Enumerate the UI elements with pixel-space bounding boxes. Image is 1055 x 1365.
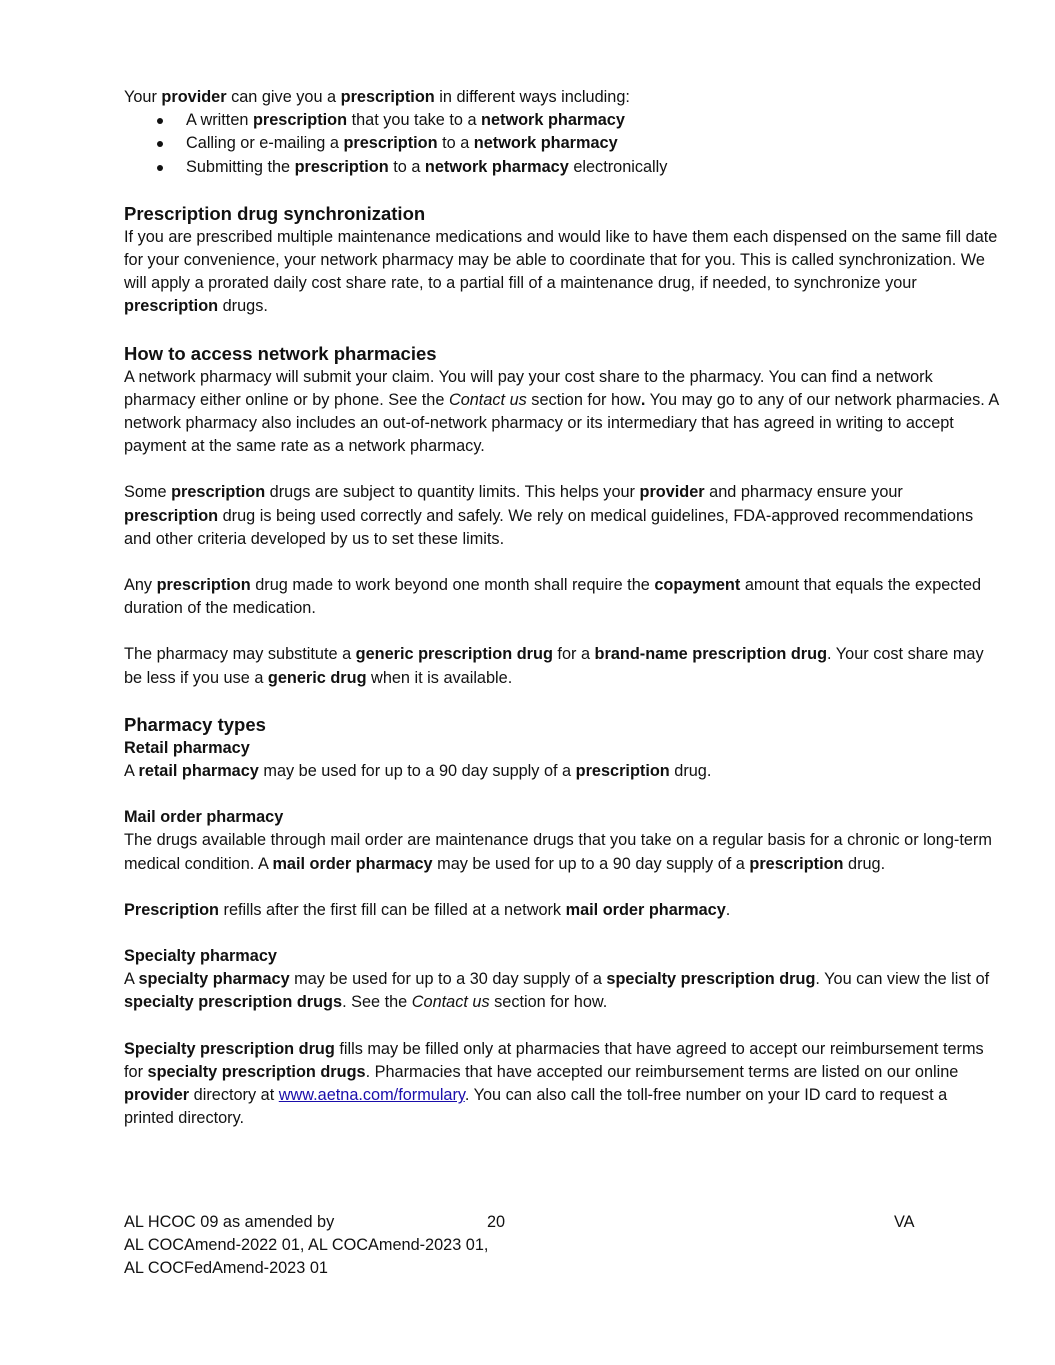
access-paragraph-4: The pharmacy may substitute a generic prescription drug for a brand-name prescription drug. Your cost share may be less if you use a generic drug when it is available. (124, 645, 984, 687)
specialty-paragraph-2: Specialty prescription drug fills may be filled only at pharmacies that have agreed to accept our reimbursement terms for specialty prescription drugs. Pharmacies that have accepted our reimbursement terms are listed on our online provider directory at www.aetna.com/formulary. You can also call the toll-free number on your ID card to request a printed directory. (124, 1039, 984, 1128)
formulary-link[interactable]: www.aetna.com/formulary (278, 1086, 465, 1105)
mail-order-paragraph-2: Prescription refills after the first fill can be filled at a network mail order pharmacy. (124, 900, 731, 919)
access-paragraph-2: Some prescription drugs are subject to quantity limits. This helps your provider and pharmacy ensure your prescription drug is being used correctly and safely. We rely on medical guidelines, FDA-approved recommendations and other criteria developed by us to set these limits. (124, 483, 974, 548)
page-number: 20 (487, 1213, 506, 1231)
specialty-heading: Specialty pharmacy (124, 947, 277, 966)
document-body (124, 86, 999, 1131)
footer-doc-id: AL HCOC 09 as amended by (124, 1213, 335, 1231)
pharmacy-types-heading: Pharmacy types (124, 713, 266, 735)
access-paragraph-3: Any prescription drug made to work beyond one month shall require the copayment amount that equals the expected duration of the medication. (124, 576, 982, 618)
page-footer (124, 1211, 1024, 1281)
mail-order-paragraph-1: The drugs available through mail order are maintenance drugs that you take on a regular basis for a chronic or long-term medical condition. A mail order pharmacy may be used for up to a 90 day supply of a prescription drug. (124, 831, 992, 873)
mail-order-heading: Mail order pharmacy (124, 808, 284, 827)
specialty-paragraph-1: A specialty pharmacy may be used for up to a 30 day supply of a specialty prescription drug. You can view the list of specialty prescription drugs. See the Contact us section for how. (124, 970, 990, 1012)
list-item: Submitting the prescription to a network pharmacy electronically (124, 156, 999, 179)
access-heading: How to access network pharmacies (124, 342, 437, 364)
access-paragraph-1: A network pharmacy will submit your claim. You will pay your cost share to the pharmacy. You can find a network pharmacy either online or by phone. See the Contact us section for how. You may go to any of our network pharmacies. A network pharmacy also includes an out-of-network pharmacy or its intermediary that has agreed in writing to accept payment at the same rate as a network pharmacy. (124, 367, 999, 456)
list-item: Calling or e-mailing a prescription to a network pharmacy (124, 132, 999, 155)
footer-fed-amendment-line: AL COCFedAmend-2023 01 (124, 1259, 328, 1278)
sync-heading: Prescription drug synchronization (124, 202, 426, 224)
retail-pharmacy-heading: Retail pharmacy (124, 738, 250, 757)
sync-paragraph: If you are prescribed multiple maintenance medications and would like to have them each dispensed on the same fill date for your convenience, your network pharmacy may be able to coordinate that for you. This is called synchronization. We will apply a prorated daily cost share rate, to a partial fill of a maintenance drug, if needed, to synchronize your prescription drugs. (124, 227, 998, 316)
intro-paragraph: Your provider can give you a prescription in different ways including: (124, 88, 630, 106)
footer-amendments-line: AL COCAmend-2022 01, AL COCAmend-2023 01, (124, 1236, 489, 1255)
footer-state: VA (894, 1213, 915, 1231)
delivery-methods-list (124, 109, 999, 179)
retail-pharmacy-paragraph: A retail pharmacy may be used for up to a 90 day supply of a prescription drug. (124, 762, 712, 781)
list-item: A written prescription that you take to a network pharmacy (124, 109, 999, 132)
